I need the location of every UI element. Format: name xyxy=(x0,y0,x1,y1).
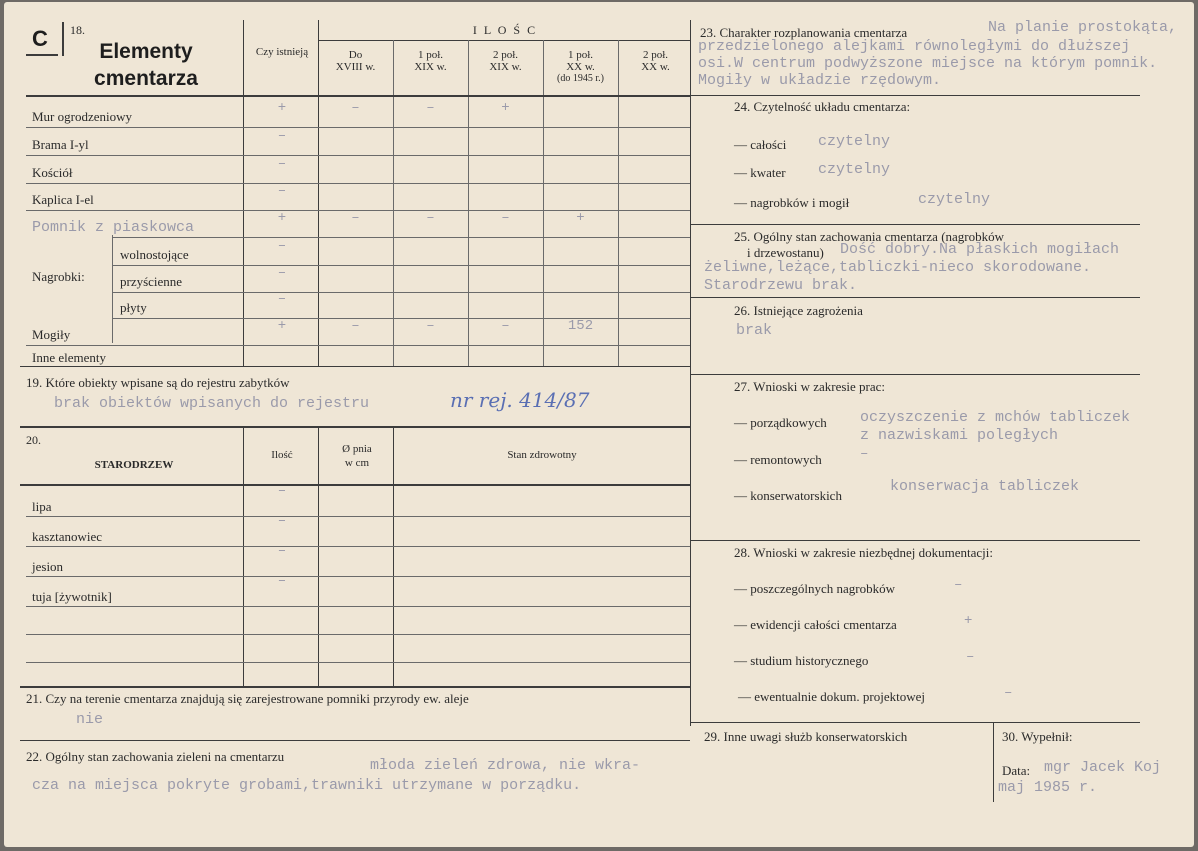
tree-qty-mark: – xyxy=(277,573,287,589)
section-25-value-line3: Starodrzewu brak. xyxy=(704,277,858,294)
element-mark: + xyxy=(277,210,287,226)
tree-diameter-unit: w cm xyxy=(344,457,370,469)
period-header-line2: XX w. xyxy=(641,61,670,73)
tree-qty-mark: – xyxy=(277,543,287,559)
grid-line xyxy=(690,540,1140,541)
section-23-label: 23. Charakter rozplanowania cmentarza xyxy=(700,25,908,40)
s28-row-label: — ewentualnie dokum. projektowej xyxy=(738,689,926,704)
card-letter: C xyxy=(32,26,48,51)
quantity-header: I L O Ś C xyxy=(472,23,538,37)
s27-value-konserwatorskich: konserwacja tabliczek xyxy=(890,478,1080,495)
grid-line xyxy=(20,740,690,741)
row-line xyxy=(26,183,690,184)
tree-qty-mark: – xyxy=(277,513,287,529)
element-mark: – xyxy=(351,210,360,226)
tree-row-line xyxy=(26,516,690,517)
filled-by-date: maj 1985 r. xyxy=(998,779,1098,796)
element-mark: – xyxy=(426,210,435,226)
element-row-label: Brama I-yl xyxy=(32,137,89,152)
tree-health-header: Stan zdrowotny xyxy=(507,449,577,461)
period-header-line2: XIX w. xyxy=(414,61,447,73)
s24-row-value: czytelny xyxy=(918,191,991,208)
grid-line xyxy=(993,722,994,802)
element-mark: – xyxy=(277,128,287,144)
section-19-value: brak obiektów wpisanych do rejestru xyxy=(54,395,370,412)
period-header-line2: XIX w. xyxy=(489,61,522,73)
s24-row-label: — całości xyxy=(734,137,787,152)
period-header-line1: Do xyxy=(348,49,363,61)
tree-row-line xyxy=(26,634,690,635)
grid-line xyxy=(318,40,690,41)
grid-line xyxy=(20,686,690,688)
element-mark: – xyxy=(501,318,510,334)
s24-row-value: czytelny xyxy=(818,133,891,150)
section-21-value: nie xyxy=(76,711,104,728)
section-24-label: 24. Czytelność układu cmentarza: xyxy=(734,99,911,114)
period-header-line2: XX w. xyxy=(566,61,595,73)
element-row-label: Inne elementy xyxy=(32,350,106,365)
section-28-label: 28. Wnioski w zakresie niezbędnej dokumentacji: xyxy=(734,545,993,560)
section-25-value-line1: Dość dobry.Na płaskich mogiłach xyxy=(840,241,1120,258)
element-row-label: Mur ogrodzeniowy xyxy=(32,109,133,124)
grid-line xyxy=(26,95,690,97)
grid-line xyxy=(690,95,1140,96)
tree-quantity-header: Ilość xyxy=(271,449,293,461)
grid-line xyxy=(20,484,690,486)
s27-value-porzadkowych-1: oczyszczenie z mchów tabliczek xyxy=(860,409,1131,426)
s27-value-porzadkowych-2: z nazwiskami poległych xyxy=(860,427,1059,444)
section-22-value-line2: cza na miejsca pokryte grobami,trawniki utrzymane w porządku. xyxy=(32,777,582,794)
s28-row-label: — studium historycznego xyxy=(734,653,869,668)
section-23-value-line4: Mogiły w układzie rzędowym. xyxy=(698,72,942,89)
element-mark: – xyxy=(426,100,435,116)
s27-value-remontowych: – xyxy=(860,446,869,462)
nagrobki-label: Nagrobki: xyxy=(32,269,85,284)
section-22-value-line1: młoda zieleń zdrowa, nie wkra- xyxy=(370,757,641,774)
s28-row-value: – xyxy=(1004,685,1013,701)
element-mark: – xyxy=(277,183,287,199)
period-header-line3: (do 1945 r.) xyxy=(557,73,604,84)
s24-row-value: czytelny xyxy=(818,161,891,178)
tree-qty-mark: – xyxy=(277,483,287,499)
record-card xyxy=(4,2,1194,847)
grid-line xyxy=(20,366,690,367)
element-mark: + xyxy=(501,100,510,116)
section-18-number: 18. xyxy=(70,23,85,37)
element-mark: – xyxy=(277,265,287,281)
grid-line xyxy=(690,374,1140,375)
section-22-label: 22. Ogólny stan zachowania zieleni na cmentarzu xyxy=(26,749,285,764)
grid-line xyxy=(690,20,691,726)
element-mark: 152 xyxy=(567,318,594,334)
tree-row-line xyxy=(26,576,690,577)
element-mark: – xyxy=(351,318,360,334)
section-25-label-line1: 25. Ogólny stan zachowania cmentarza (nagrobków xyxy=(734,229,1005,244)
tree-diameter-header: Ø pnia xyxy=(342,443,372,455)
s27-row-konserwatorskich: — konserwatorskich xyxy=(734,488,842,503)
element-mark: + xyxy=(576,210,585,226)
exists-column-header: Czy istnieją xyxy=(255,46,309,58)
row-line xyxy=(112,292,690,293)
element-mark: – xyxy=(277,291,287,307)
date-label: Data: xyxy=(1002,763,1031,778)
tree-row-line xyxy=(26,662,690,663)
tree-row-line xyxy=(26,546,690,547)
tree-row-label: tuja [żywotnik] xyxy=(32,589,112,604)
section-26-value: brak xyxy=(736,322,773,339)
element-row-label: Pomnik z piaskowca xyxy=(32,219,195,236)
letter-underline xyxy=(26,54,58,56)
element-row-label: Kaplica I-el xyxy=(32,192,94,207)
row-line xyxy=(112,237,690,238)
grid-line xyxy=(690,297,1140,298)
s28-row-value: – xyxy=(966,649,975,665)
element-mark: – xyxy=(277,156,287,172)
grid-line xyxy=(690,722,1140,723)
registry-handwritten: nr rej. 414/87 xyxy=(450,388,590,412)
s27-row-remontowych: — remontowych xyxy=(734,452,822,467)
element-row-label: płyty xyxy=(120,300,147,315)
period-header-line1: 2 poł. xyxy=(492,49,519,61)
section-25-label-line2: i drzewostanu) xyxy=(747,245,824,260)
s24-row-label: — kwater xyxy=(734,165,786,180)
row-line xyxy=(26,345,690,346)
starodrzew-header: STARODRZEW xyxy=(94,459,174,471)
tree-row-label: jesion xyxy=(32,559,64,574)
period-header-line1: 1 poł. xyxy=(567,49,594,61)
period-header-line2: XVIII w. xyxy=(335,61,376,73)
s28-row-label: — ewidencji całości cmentarza xyxy=(734,617,897,632)
element-mark: – xyxy=(277,238,287,254)
grid-line xyxy=(393,426,394,686)
s28-row-value: + xyxy=(964,613,973,629)
grid-line xyxy=(690,224,1140,225)
row-line xyxy=(26,155,690,156)
s27-row-porzadkowych: — porządkowych xyxy=(734,415,827,430)
tree-row-label: kasztanowiec xyxy=(32,529,103,544)
element-row-label: Kościół xyxy=(32,165,73,180)
section-18-title: Elementy cmentarza xyxy=(94,40,198,90)
element-row-label: Mogiły xyxy=(32,327,71,342)
s28-row-label: — poszczególnych nagrobków xyxy=(734,581,896,596)
row-line xyxy=(112,265,690,266)
section-23-value-line1: Na planie prostokąta, xyxy=(988,19,1178,36)
period-header-line1: 1 poł. xyxy=(417,49,444,61)
tree-row-line xyxy=(26,606,690,607)
row-line xyxy=(26,127,690,128)
section-27-label: 27. Wnioski w zakresie prac: xyxy=(734,379,886,394)
section-23-value-line2: przedzielonego alejkami równoległymi do dłuższej xyxy=(698,38,1131,55)
element-row-label: przyścienne xyxy=(120,274,183,289)
period-header-line1: 2 poł. xyxy=(642,49,669,61)
section-20-number: 20. xyxy=(26,433,41,447)
element-mark: + xyxy=(277,100,287,116)
section-19-label: 19. Które obiekty wpisane są do rejestru zabytków xyxy=(26,375,290,390)
filled-by-name: mgr Jacek Koj xyxy=(1044,759,1162,776)
grid-line xyxy=(20,426,690,428)
section-29-label: 29. Inne uwagi służb konserwatorskich xyxy=(704,729,908,744)
section-25-value-line2: żeliwne,leżące,tabliczki-nieco skorodowane. xyxy=(704,259,1092,276)
section-23-value-line3: osi.W centrum podwyższone miejsce na którym pomnik. xyxy=(698,55,1158,72)
element-row-label: wolnostojące xyxy=(120,247,189,262)
element-mark: – xyxy=(351,100,360,116)
element-mark: – xyxy=(426,318,435,334)
element-mark: – xyxy=(501,210,510,226)
tree-row-label: lipa xyxy=(32,499,52,514)
section-30-label: 30. Wypełnił: xyxy=(1002,729,1073,744)
section-26-label: 26. Istniejące zagrożenia xyxy=(734,303,863,318)
letter-divider xyxy=(62,22,64,56)
grid-line xyxy=(112,235,113,343)
element-mark: + xyxy=(277,318,287,334)
s28-row-value: – xyxy=(954,577,963,593)
section-21-label: 21. Czy na terenie cmentarza znajdują się zarejestrowane pomniki przyrody ew. aleje xyxy=(26,691,469,706)
s24-row-label: — nagrobków i mogił xyxy=(734,195,850,210)
